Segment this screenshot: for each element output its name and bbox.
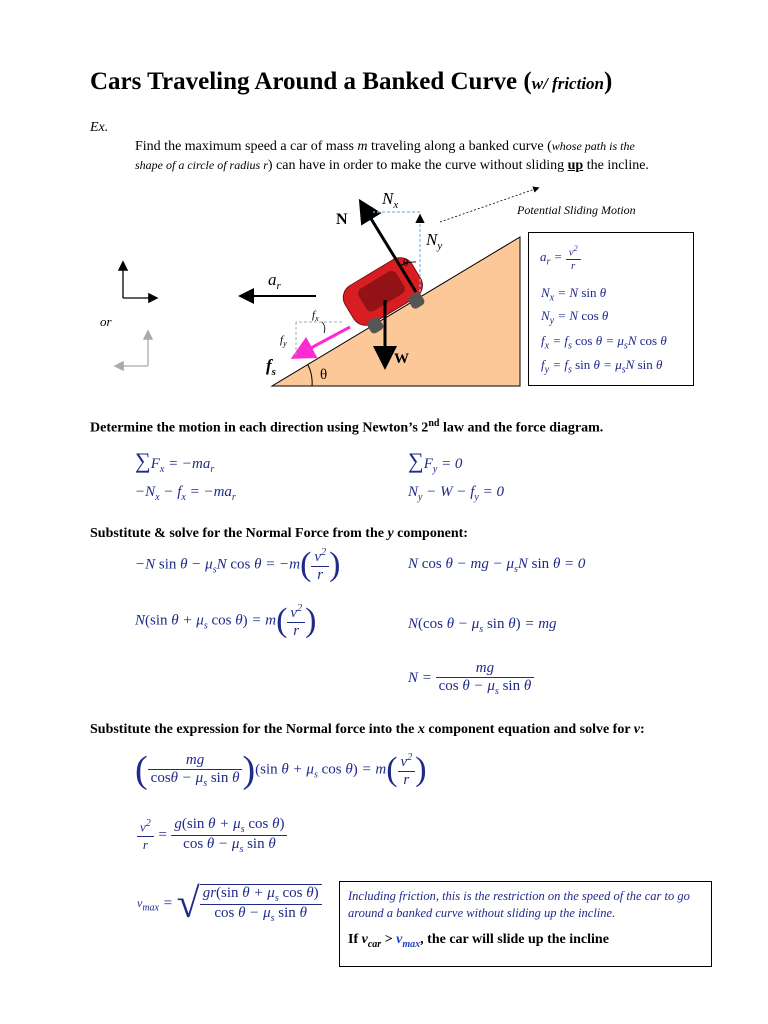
eq-sum-fy: $\sum F_y = 0$ (408, 448, 463, 475)
eq-y-factored: N(cos $\theta - \mu_s$ sin θ) = mg (408, 616, 557, 635)
step-normal-heading: Substitute & solve for the Normal Force from the y component: (90, 526, 468, 541)
eq-substituted: ( $\frac{mg}{\cos\theta - \mu_s \sin \theta}$ )(sin $\theta + \mu_s$ cos θ) = m( $\frac{v^2}{r}$ ) (135, 749, 427, 791)
ny-label: $N_y$ (426, 230, 443, 252)
eq-y-expanded: N cos θ − mg − $\mu_sN$ sin θ = 0 (408, 556, 586, 575)
weight-label: W (394, 351, 409, 367)
eq-nx: $N_x = N$ sin θ (541, 285, 607, 304)
potential-sliding-label: Potential Sliding Motion (517, 203, 636, 217)
page-title: Cars Traveling Around a Banked Curve (w/ friction) (90, 68, 613, 95)
conclusion-rule: If $v_{car} > v_{max}$, the car will slide up the incline (348, 932, 609, 950)
theta-label-incline: θ (320, 367, 328, 383)
eq-sum-fx: $\sum F_x = -ma_r$ (135, 448, 215, 475)
eq-nx-fx: $-N_x - f_x = -ma_r$ (135, 484, 236, 503)
eq-v2-over-r: $\frac{v^2}{r}$ = $\frac{g(\sin \theta + \mu_s \cos \theta)}{\cos \theta - \mu_s \sin \theta}$ (137, 816, 287, 855)
eq-fx: $f_x = f_s$ $\cos \theta = \mu_sN$ cos θ (541, 333, 667, 352)
fx-label: $f_x$ (312, 309, 319, 323)
eq-fy: $f_y = f_s$ $\sin \theta = \mu_sN$ sin θ (541, 357, 663, 376)
eq-vmax: $v_{max}$ = √ $\frac{gr(\sin \theta + \mu_s \cos \theta)}{\cos \theta - \mu_s \sin \theta}$ (137, 880, 322, 928)
nx-label: $N_x$ (382, 189, 399, 211)
or-label: or (100, 314, 112, 329)
fs-label: $f_s$ (266, 356, 276, 378)
angle-arc-friction (322, 322, 325, 333)
normal-force-label: N (336, 211, 348, 228)
problem-statement: Find the maximum speed a car of mass m traveling along a banked curve (whose path is the shape of a circle of radius r) can have in order to make the curve without sliding up the incline. (135, 139, 649, 173)
eq-ny: $N_y = N$ cos θ (541, 308, 609, 327)
step-newton-heading: Determine the motion in each direction using Newton’s 2nd law and the force diagram. (90, 418, 604, 436)
eq-normal-solution: N = $\frac{mg}{\cos \theta - \mu_s \sin \theta}$ (408, 660, 534, 697)
eq-x-factored: N(sin $\theta + \mu_s$ cos θ) = m( $\frac{v^2}{r}$ ) (135, 602, 317, 639)
theta-label-car: θ (403, 257, 409, 269)
step-xcomp-heading: Substitute the expression for the Normal force into the x component equation and solve for v: (90, 722, 645, 737)
conclusion-text: Including friction, this is the restriction on the speed of the car to go around a banked curve without sliding up the incline. (348, 889, 690, 920)
eq-ar: $a_r$ = $\frac{v^2}{r}$ (540, 244, 581, 272)
example-label: Ex. (90, 120, 109, 135)
conclusion-box (339, 881, 712, 967)
fy-label: $f_y$ (280, 334, 287, 348)
ar-label: $a_r$ (268, 270, 281, 292)
eq-ny-w-fy: $N_y - W - f_y = 0$ (408, 484, 504, 503)
eq-x-expanded: −N $\sin \theta - \mu_sN$ cos θ = −m( $\frac{v^2}{r}$ ) (135, 546, 341, 583)
